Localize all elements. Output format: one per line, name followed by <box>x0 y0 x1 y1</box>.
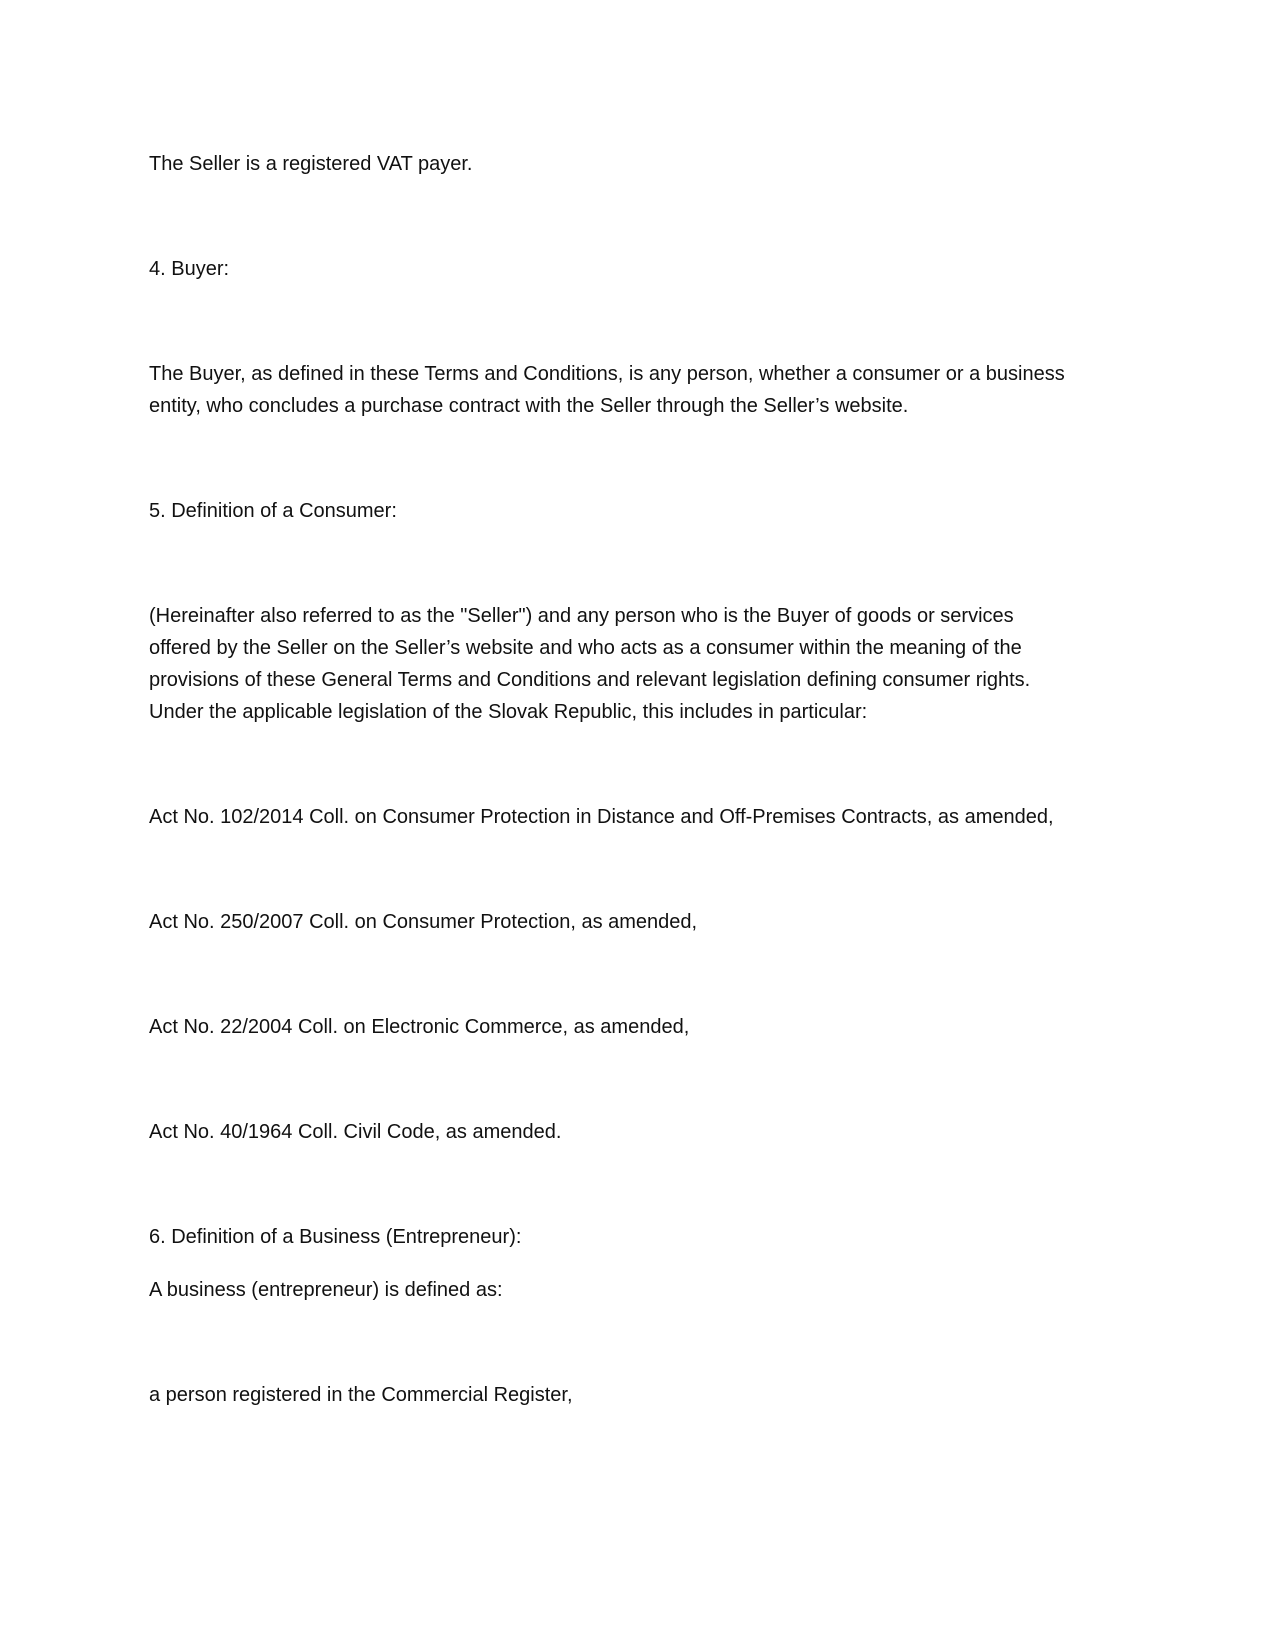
text-line: 5. Definition of a Consumer: <box>149 500 397 522</box>
text-line: offered by the Seller on the Seller’s website and who acts as a consumer within the meaning of the <box>149 637 1022 659</box>
text-line: Act No. 40/1964 Coll. Civil Code, as amended. <box>149 1121 562 1143</box>
heading-buyer <box>149 253 1109 285</box>
paragraph-act-40-1964 <box>149 1116 1109 1148</box>
text-line: Act No. 22/2004 Coll. on Electronic Commerce, as amended, <box>149 1016 690 1038</box>
text-line: 4. Buyer: <box>149 258 230 280</box>
text-line: a person registered in the Commercial Register, <box>149 1384 573 1406</box>
heading-business-definition <box>149 1221 1109 1253</box>
paragraph-vat-payer <box>149 148 1109 180</box>
text-line: entity, who concludes a purchase contract with the Seller through the Seller’s website. <box>149 395 909 417</box>
paragraph-act-102-2014 <box>149 801 1109 833</box>
text-line: 6. Definition of a Business (Entrepreneur): <box>149 1226 522 1248</box>
paragraph-commercial-register <box>149 1379 1109 1411</box>
paragraph-business-intro <box>149 1274 1109 1306</box>
text-line: provisions of these General Terms and Conditions and relevant legislation defining consumer rights. <box>149 669 1031 691</box>
paragraph-buyer-definition <box>149 358 1109 422</box>
heading-consumer-definition <box>149 495 1109 527</box>
text-line: (Hereinafter also referred to as the "Seller") and any person who is the Buyer of goods or services <box>149 605 1014 627</box>
paragraph-act-22-2004 <box>149 1011 1109 1043</box>
text-line: A business (entrepreneur) is defined as: <box>149 1279 503 1301</box>
text-line: The Seller is a registered VAT payer. <box>149 153 473 175</box>
text-line: Under the applicable legislation of the Slovak Republic, this includes in particular: <box>149 701 868 723</box>
text-line: Act No. 250/2007 Coll. on Consumer Protection, as amended, <box>149 911 698 933</box>
paragraph-act-250-2007 <box>149 906 1109 938</box>
text-line: Act No. 102/2014 Coll. on Consumer Protection in Distance and Off-Premises Contracts, as amended, <box>149 806 1054 828</box>
paragraph-consumer-definition <box>149 600 1109 728</box>
text-line: The Buyer, as defined in these Terms and Conditions, is any person, whether a consumer or a business <box>149 363 1065 385</box>
